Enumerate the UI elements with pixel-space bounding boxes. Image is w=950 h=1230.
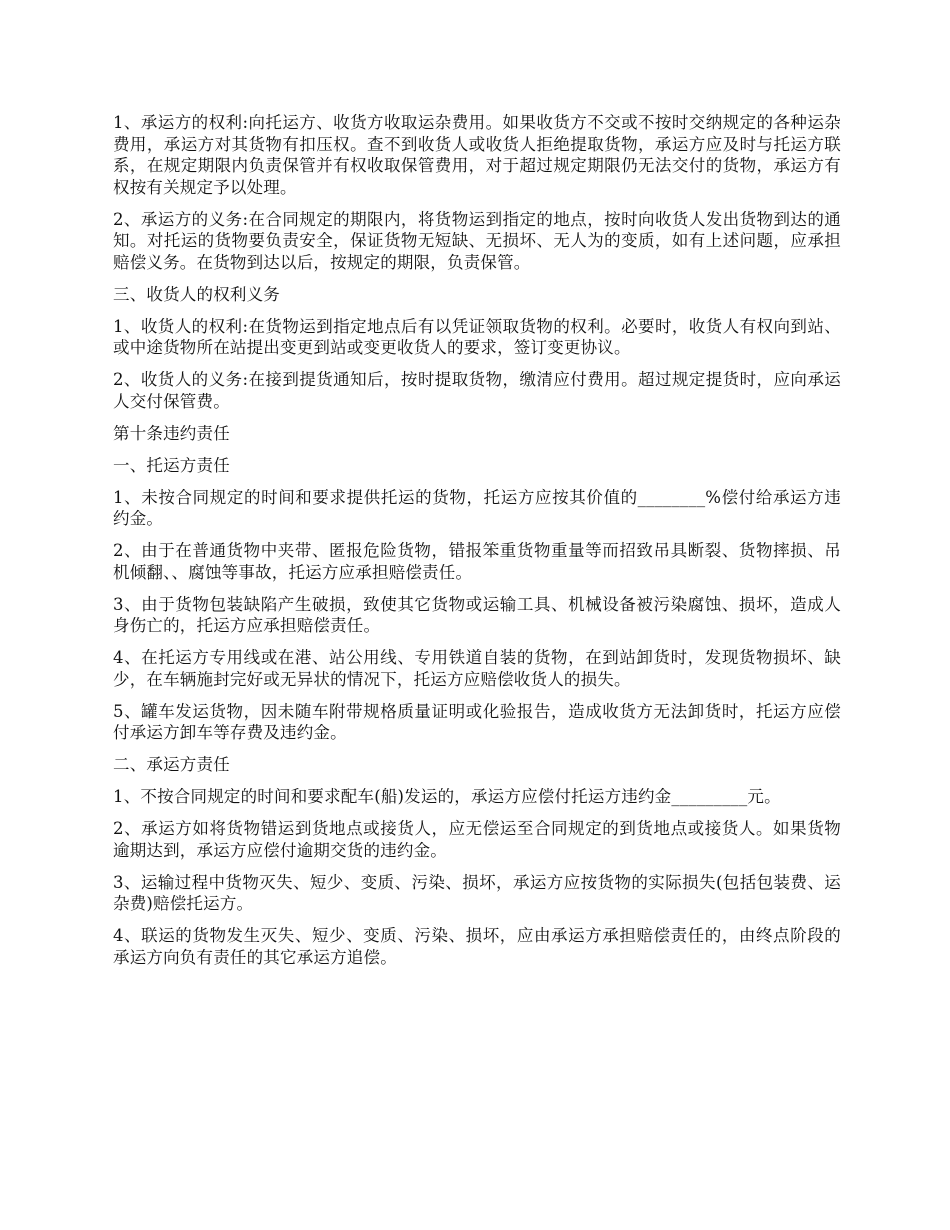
document-page [113,112,841,979]
carrier-liability-item-1: 1、不按合同规定的时间和要求配车(船)发运的，承运方应偿付托运方违约金_________元。 [113,787,781,806]
carrier-liability-item-3: 3、运输过程中货物灭失、短少、变质、污染、损坏，承运方应按货物的实际损失(包括包装费、运杂费)赔偿托运方。 [113,872,841,913]
carrier-rights-paragraph: 1、承运方的权利:向托运方、收货方收取运杂费用。如果收货方不交或不按时交纳规定的各种运杂费用，承运方对其货物有扣压权。查不到收货人或收货人拒绝提取货物，承运方应及时与托运方联系，在规定期限内负责保管并有权收取保管费用，对于超过规定期限仍无法交付的货物，承运方有权按有关规定予以处理。 [113,113,841,197]
shipper-liability-item-5: 5、罐车发运货物，因未随车附带规格质量证明或化验报告，造成收货方无法卸货时，托运方应偿付承运方卸车等存费及违约金。 [113,701,841,742]
section-heading-consignee: 三、收货人的权利义务 [113,284,280,304]
shipper-liability-item-1: 1、未按合同规定的时间和要求提供托运的货物，托运方应按其价值的________%偿付给承运方违约金。 [113,487,841,528]
consignee-rights-paragraph: 1、收货人的权利:在货物运到指定地点后有以凭证领取货物的权利。必要时，收货人有权向到站、或中途货物所在站提出变更到站或变更收货人的要求，签订变更协议。 [113,316,841,357]
carrier-liability-item-2: 2、承运方如将货物错运到货地点或接货人，应无偿运至合同规定的到货地点或接货人。如果货物逾期达到，承运方应偿付逾期交货的违约金。 [113,819,841,860]
section-heading-shipper-liability: 一、托运方责任 [113,455,230,475]
shipper-liability-item-3: 3、由于货物包装缺陷产生破损，致使其它货物或运输工具、机械设备被污染腐蚀、损坏，造成人身伤亡的，托运方应承担赔偿责任。 [113,594,841,635]
carrier-liability-item-4: 4、联运的货物发生灭失、短少、变质、污染、损坏，应由承运方承担赔偿责任的，由终点阶段的承运方向负有责任的其它承运方追偿。 [113,926,841,967]
shipper-liability-item-2: 2、由于在普通货物中夹带、匿报危险货物，错报笨重货物重量等而招致吊具断裂、货物摔损、吊机倾翻、、腐蚀等事故，托运方应承担赔偿责任。 [113,541,841,582]
article-heading-liability: 第十条违约责任 [113,423,230,443]
carrier-obligations-paragraph: 2、承运方的义务:在合同规定的期限内，将货物运到指定的地点，按时向收货人发出货物到达的通知。对托运的货物要负责安全，保证货物无短缺、无损坏、无人为的变质，如有上述问题，应承担赔偿义务。在货物到达以后，按规定的期限，负责保管。 [113,209,841,272]
section-heading-carrier-liability: 二、承运方责任 [113,755,230,774]
consignee-obligations-paragraph: 2、收货人的义务:在接到提货通知后，按时提取货物，缴清应付费用。超过规定提货时，应向承运人交付保管费。 [113,370,841,411]
shipper-liability-item-4: 4、在托运方专用线或在港、站公用线、专用铁道自装的货物，在到站卸货时，发现货物损坏、缺少，在车辆施封完好或无异状的情况下，托运方应赔偿收货人的损失。 [113,648,841,689]
